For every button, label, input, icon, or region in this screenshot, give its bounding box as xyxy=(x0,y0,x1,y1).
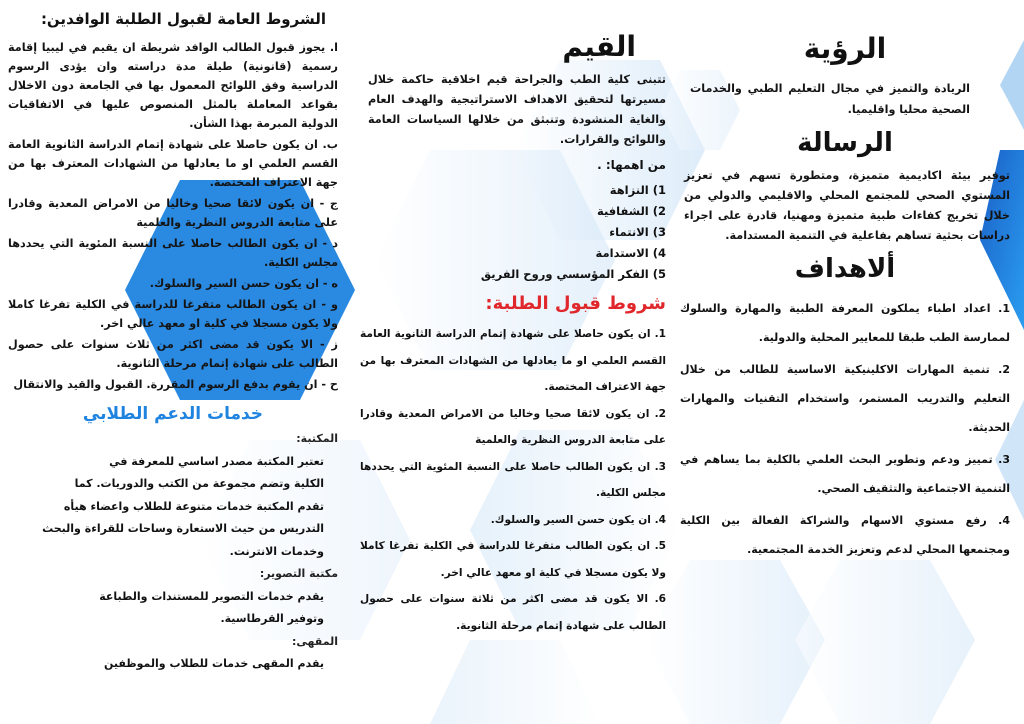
student-services-list xyxy=(8,428,338,676)
bg-hexagon xyxy=(795,560,975,724)
admission-item: 5. ان يكون الطالب متفرغا للدراسة في الكلية تفرغا كاملا ولا يكون مسجلا في كلية او معهد عالي اخر. xyxy=(360,540,666,579)
international-admission-item: و - ان يكون الطالب متفرغا للدراسة في الكلية تفرغا كاملا ولا يكون مسجلا في كلية او معهد عالي اخر. xyxy=(8,298,338,330)
service-text: وتوفير القرطاسية. xyxy=(220,612,324,625)
admission-list xyxy=(360,321,666,639)
admission-item: 4. ان يكون حسن السير والسلوك. xyxy=(490,513,666,526)
service-heading: المقهى: xyxy=(292,634,338,648)
values-list-item: 4) الاستدامة xyxy=(595,246,666,260)
international-admission-item: ه - ان يكون حسن السير والسلوك. xyxy=(149,277,338,290)
international-admission-item: ب. ان يكون حاصلا على شهادة إتمام الدراسة الثانوية العامة القسم العلمي او ما يعادلها من الشهادات المعترف بها من جهة الاعتراف المختصة. xyxy=(8,138,338,189)
service-text: الكلية وتضم مجموعة من الكتب والدوريات. كما xyxy=(74,477,324,490)
admission-title: شروط قبول الطلبة: xyxy=(485,293,666,314)
goal-item: 2. تنمية المهارات الاكلينيكية الاساسية للطالب من خلال التعليم والتدريب المستمر، واستخدام التقنيات والمهارات الحديثة. xyxy=(680,363,1010,434)
admission-item: 1. ان يكون حاصلا على شهادة إتمام الدراسة الثانوية العامة القسم العلمي او ما يعادلها من الشهادات المعترف بها من جهة الاعتراف المختصة. xyxy=(360,328,666,393)
mission-title: الرسالة xyxy=(797,128,893,158)
admission-item: 6. الا يكون قد مضى اكثر من ثلاثة سنوات على حصول الطالب على شهادة إتمام مرحلة الثانوية. xyxy=(360,593,666,632)
values-intro: من اهمها: . xyxy=(597,158,666,172)
values-list xyxy=(360,180,666,285)
values-list-item: 3) الانتماء xyxy=(609,225,666,239)
right-column xyxy=(680,0,1010,567)
service-text: يقدم المقهى خدمات للطلاب والموظفين xyxy=(103,657,324,670)
international-admission-title: الشروط العامة لقبول الطلبة الوافدين: xyxy=(40,10,326,28)
international-admission-item: ح - ان يقوم بدفع الرسوم المقررة. القبول والقيد والانتقال xyxy=(13,378,338,391)
admission-item: 2. ان يكون لائقا صحيا وخاليا من الامراض المعدية وقادرا على متابعة الدروس النظرية والعلمية xyxy=(360,407,666,446)
service-heading: مكتبة التصوير: xyxy=(259,567,338,580)
service-text: يقدم خدمات التصوير للمستندات والطباعة xyxy=(99,589,324,603)
service-text: التدريس من حيث الاستعارة وساحات للقراءة والبحث xyxy=(42,522,324,535)
international-admission-item: ز - الا يكون قد مضى اكثر من ثلاث سنوات على حصول الطالب على شهادة إتمام مرحلة الثانوية. xyxy=(8,338,338,370)
goal-item: 4. رفع مستوي الاسهام والشراكة الفعالة بين الكلية ومجتمعها المحلي لدعم وتعزيز الخدمة المجتمعية. xyxy=(680,514,1010,556)
mission-text: توفير بيئة اكاديمية متميزة، ومتطورة تسهم في تعزيز المستوي الصحي للمجتمع المحلي والاقليمي والدولي من خلال تخريج كفاءات طبية متميزة ومهنيا، قادرة على اجراء دراسات بحثية تساهم بفاعلية في التنمية المستدامة. xyxy=(684,169,1010,242)
goal-item: 1. اعداد اطباء يملكون المعرفة الطبية والمهارة والسلوك لممارسة الطب طبقا للمعايير المحلية والدولية. xyxy=(680,302,1010,344)
international-admission-item: ا. يجوز قبول الطالب الوافد شريطة ان يقيم في ليبيا إقامة رسمية (قانونية) طيلة مدة دراسته وان يؤدى الرسوم الدراسية وفق اللوائح المعمول بها في الجامعة دون الاخلال بقواعد المعاملة بالمثل المنصوص عليها في الاتفاقيات الدولية المبرمة بهذا الشأن. xyxy=(8,41,338,130)
goals-list xyxy=(680,294,1010,564)
service-heading: المكتبة: xyxy=(296,432,338,445)
service-text: تعتبر المكتبة مصدر اساسي للمعرفة في xyxy=(109,454,324,468)
service-text: وخدمات الانترنت. xyxy=(229,544,324,558)
service-text: تقدم المكتبة خدمات متنوعة للطلاب واعضاء هيأه xyxy=(63,499,324,513)
left-column xyxy=(8,0,338,676)
values-text: تتبنى كلية الطب والجراحة قيم اخلاقية حاكمة خلال مسيرتها لتحقيق الاهداف الاستراتيجية والهدف العام والغاية المنشودة وتنبثق من خلالها السياسات العامة واللوائح والقرارات. xyxy=(368,73,666,146)
values-title: القيم xyxy=(562,30,636,63)
values-list-item: 2) الشفافية xyxy=(596,204,666,218)
vision-text: الريادة والتميز في مجال التعليم الطبي والخدمات الصحية محليا واقليميا. xyxy=(690,82,970,116)
values-list-item: 5) الفكر المؤسسي وروح الفريق xyxy=(480,267,666,281)
values-list-item: 1) النزاهة xyxy=(609,183,666,197)
student-services-title: خدمات الدعم الطلابي xyxy=(82,404,264,424)
goals-title: ألاهداف xyxy=(794,254,896,284)
international-admission-list xyxy=(8,38,338,394)
vision-title: الرؤية xyxy=(803,32,887,65)
international-admission-item: د - ان يكون الطالب حاصلا على النسبة المئوية التي يحددها مجلس الكلية. xyxy=(8,237,338,269)
international-admission-item: ج - ان يكون لائقا صحيا وخاليا من الامراض المعدية وقادرا على متابعة الدروس النظرية والعلمية xyxy=(8,197,338,229)
middle-column xyxy=(360,0,666,639)
admission-item: 3. ان يكون الطالب حاصلا على النسبة المئوية التي يحددها مجلس الكلية. xyxy=(360,460,666,499)
goal-item: 3. تمييز ودعم وتطوير البحث العلمي بالكلية بما يساهم في التنمية الاجتماعية والتثقيف الصحي. xyxy=(680,453,1010,495)
bg-hexagon xyxy=(430,640,600,724)
